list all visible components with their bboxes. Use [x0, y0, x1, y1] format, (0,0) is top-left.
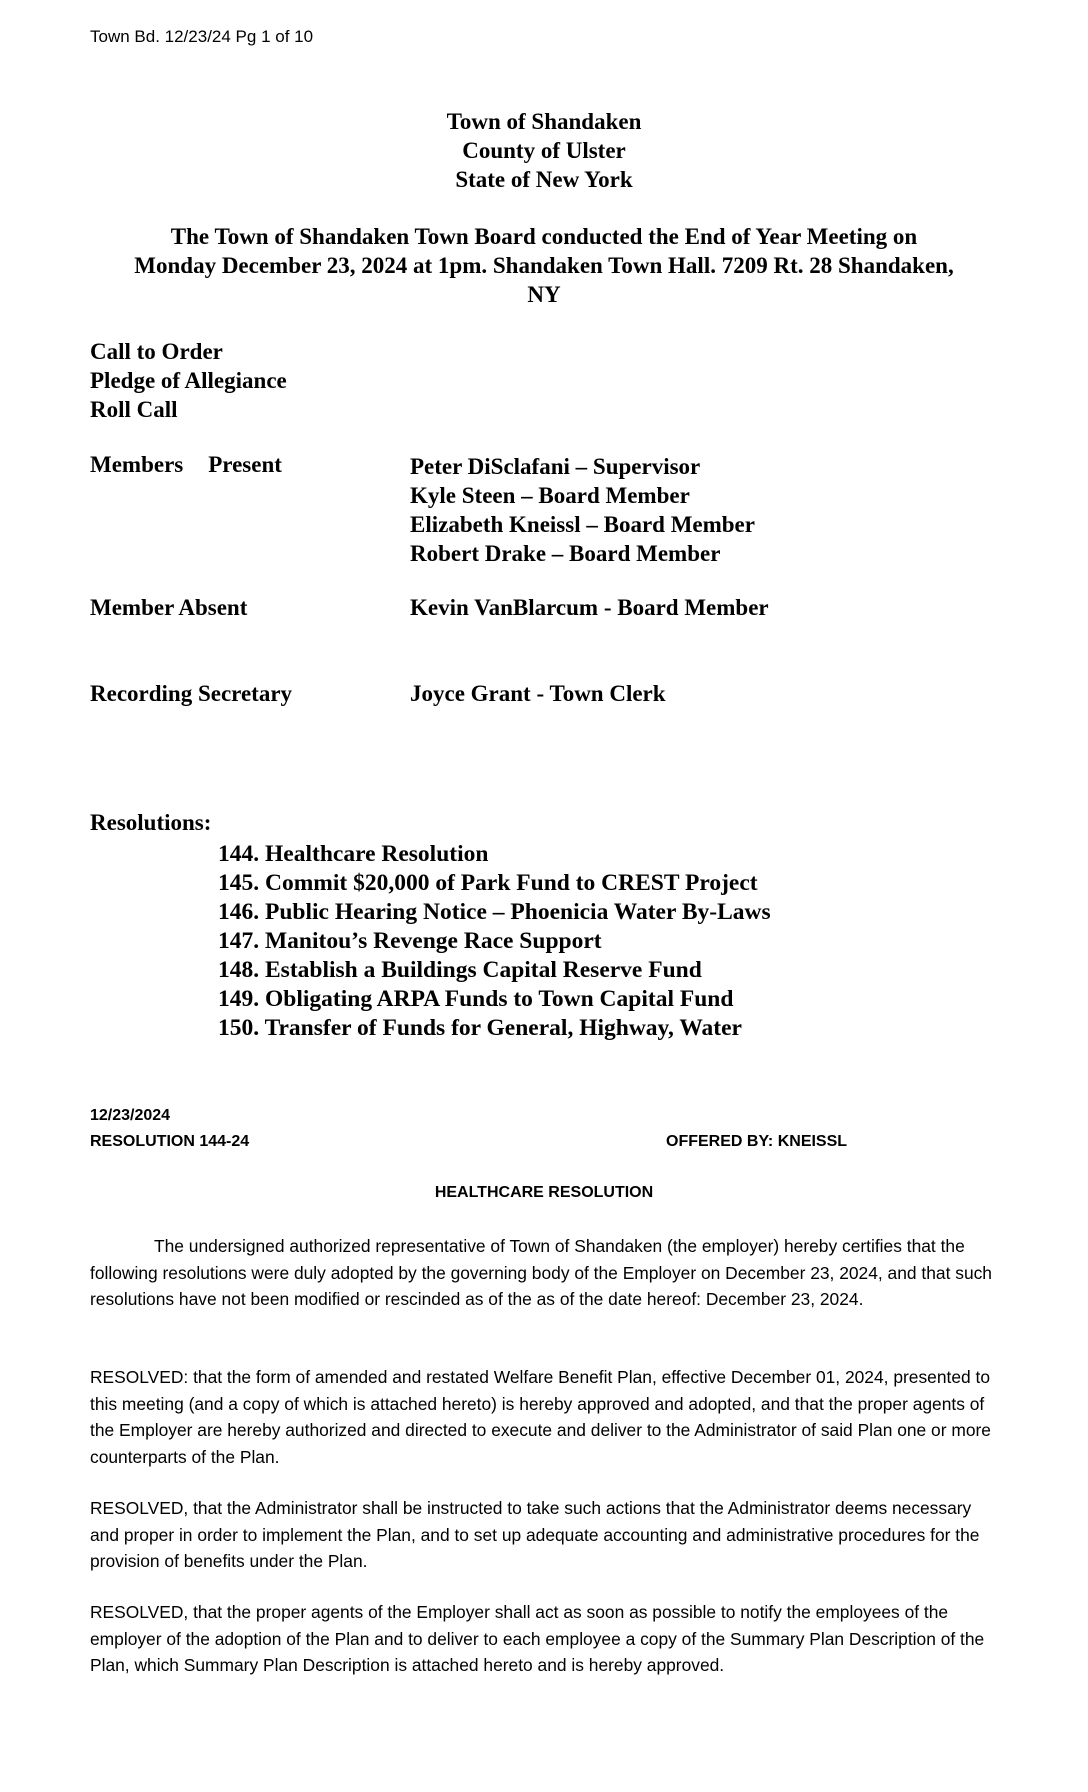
resolutions-list: [218, 840, 771, 1043]
agenda-item: Pledge of Allegiance: [90, 368, 287, 393]
meeting-line: Monday December 23, 2024 at 1pm. Shandaken Town Hall. 7209 Rt. 28 Shandaken,: [134, 253, 954, 278]
resolution-item: 148. Establish a Buildings Capital Reserve Fund: [218, 957, 702, 983]
page-header: Town Bd. 12/23/24 Pg 1 of 10: [90, 27, 314, 46]
recording-secretary-name: Joyce Grant - Town Clerk: [410, 681, 666, 706]
resolution-number: RESOLUTION 144-24: [90, 1133, 250, 1150]
resolution-item: 150. Transfer of Funds for General, Highway, Water: [218, 1015, 742, 1041]
agenda-item: Roll Call: [90, 397, 178, 422]
resolution-paragraph: RESOLVED, that the proper agents of the Employer shall act as soon as possible to notify the employees of the employer of the adoption of the Plan and to deliver to each employee a copy of the Summary Plan Description of the Plan, which Summary Plan Description is attached hereto and is hereby approved.: [90, 1602, 985, 1675]
resolution-item: 146. Public Hearing Notice – Phoenicia Water By-Laws: [218, 899, 771, 925]
offered-by: OFFERED BY: KNEISSL: [666, 1133, 848, 1150]
resolution-date: 12/23/2024: [90, 1107, 171, 1124]
title-line: County of Ulster: [462, 138, 626, 163]
members-present-label: Members Present: [90, 452, 282, 477]
member-absent-name: Kevin VanBlarcum - Board Member: [410, 595, 769, 620]
agenda-list: [90, 337, 287, 424]
member-name: Kyle Steen – Board Member: [410, 483, 690, 508]
members-present-list: [410, 452, 755, 568]
title-line: State of New York: [455, 167, 633, 192]
meeting-statement: [0, 222, 1088, 309]
resolution-item: 147. Manitou’s Revenge Race Support: [218, 928, 602, 954]
resolution-paragraph: RESOLVED: that the form of amended and restated Welfare Benefit Plan, effective December 01, 2024, presented to this meeting (and a copy of which is attached hereto) is hereby approved and adopted, and that the proper agents of the Employer are hereby authorized and directed to execute and deliver to the Administrator of said Plan one or more counterparts of the Plan.: [90, 1367, 991, 1467]
resolution-paragraph: RESOLVED, that the Administrator shall be instructed to take such actions that the Administrator deems necessary and proper in order to implement the Plan, and to set up adequate accounting and administrative procedures for the provision of benefits under the Plan.: [90, 1498, 980, 1571]
member-name: Robert Drake – Board Member: [410, 541, 721, 566]
agenda-item: Call to Order: [90, 339, 223, 364]
title-block: [0, 107, 1088, 194]
resolution-paragraph: The undersigned authorized representative of Town of Shandaken (the employer) hereby certifies that the following resolutions were duly adopted by the governing body of the Employer on December 23, 2024, and that such resolutions have not been modified or rescinded as of the as of the date hereof: December 23, 2024.: [90, 1236, 992, 1309]
member-absent-label: Member Absent: [90, 595, 248, 620]
resolutions-heading: Resolutions:: [90, 810, 212, 835]
resolution-item: 145. Commit $20,000 of Park Fund to CREST Project: [218, 870, 758, 896]
resolution-item: 144. Healthcare Resolution: [218, 841, 489, 867]
meeting-line: NY: [527, 282, 561, 307]
resolution-item: 149. Obligating ARPA Funds to Town Capital Fund: [218, 986, 734, 1012]
member-name: Elizabeth Kneissl – Board Member: [410, 512, 755, 537]
member-name: Peter DiSclafani – Supervisor: [410, 454, 701, 479]
recording-secretary-label: Recording Secretary: [90, 681, 293, 706]
meeting-line: The Town of Shandaken Town Board conducted the End of Year Meeting on: [170, 224, 918, 249]
title-line: Town of Shandaken: [446, 109, 642, 134]
resolution-title: HEALTHCARE RESOLUTION: [434, 1184, 654, 1201]
